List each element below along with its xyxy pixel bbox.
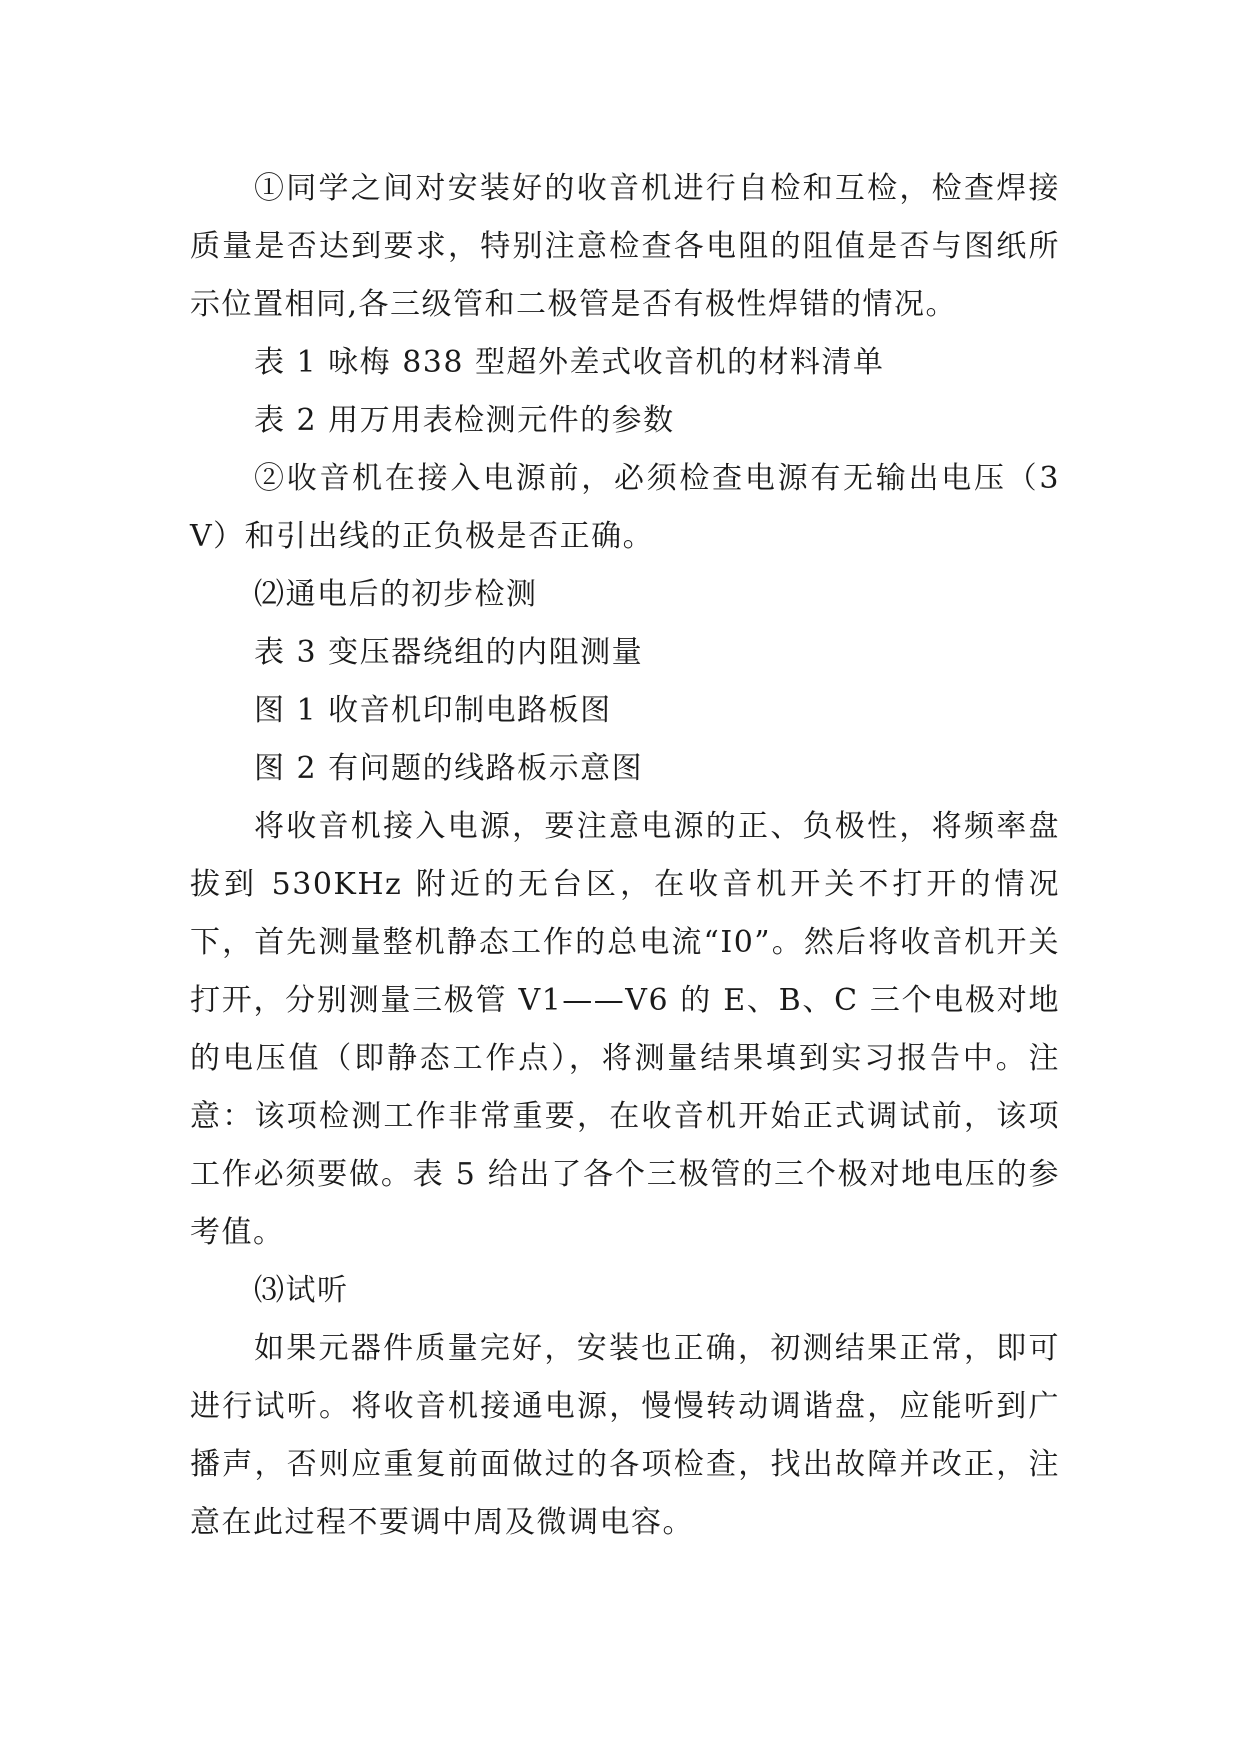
paragraph-static-measurement: 将收音机接入电源，要注意电源的正、负极性，将频率盘拔到 530KHz 附近的无台区，在收音机开关不打开的情况下，首先测量整机静态工作的总电流“I0”。然后将收音机开关打开，分别测量三极管 V1——V6 的 E、B、C 三个电极对地的电压值（即静态工作点），将测量结果填到实习报告中。注意：该项检测工作非常重要，在收音机开始正式调试前，该项工作必须要做。表 5 给出了各个三极管的三个极对地电压的参考值。	[190, 809, 1060, 1250]
table-3-caption: 表 3 变压器绕组的内阻测量	[254, 635, 644, 670]
figure-1-caption: 图 1 收音机印制电路板图	[254, 693, 612, 728]
section-heading-initial-test: ⑵通电后的初步检测	[254, 577, 538, 612]
document-body	[190, 160, 1060, 1552]
paragraph-self-check: ①同学之间对安装好的收音机进行自检和互检，检查焊接质量是否达到要求，特别注意检查各电阻的阻值是否与图纸所示位置相同,各三级管和二极管是否有极性焊错的情况。	[190, 171, 1060, 322]
table-1-caption: 表 1 咏梅 838 型超外差式收音机的材料清单	[254, 345, 885, 380]
paragraph-listening-test: 如果元器件质量完好，安装也正确，初测结果正常，即可进行试听。将收音机接通电源，慢慢转动调谐盘，应能听到广播声，否则应重复前面做过的各项检查，找出故障并改正，注意在此过程不要调中周及微调电容。	[190, 1331, 1060, 1540]
table-2-caption: 表 2 用万用表检测元件的参数	[254, 403, 675, 438]
figure-2-caption: 图 2 有问题的线路板示意图	[254, 751, 644, 786]
paragraph-power-check: ②收音机在接入电源前，必须检查电源有无输出电压（3V）和引出线的正负极是否正确。	[190, 461, 1060, 554]
section-heading-listening-test: ⑶试听	[254, 1273, 349, 1308]
